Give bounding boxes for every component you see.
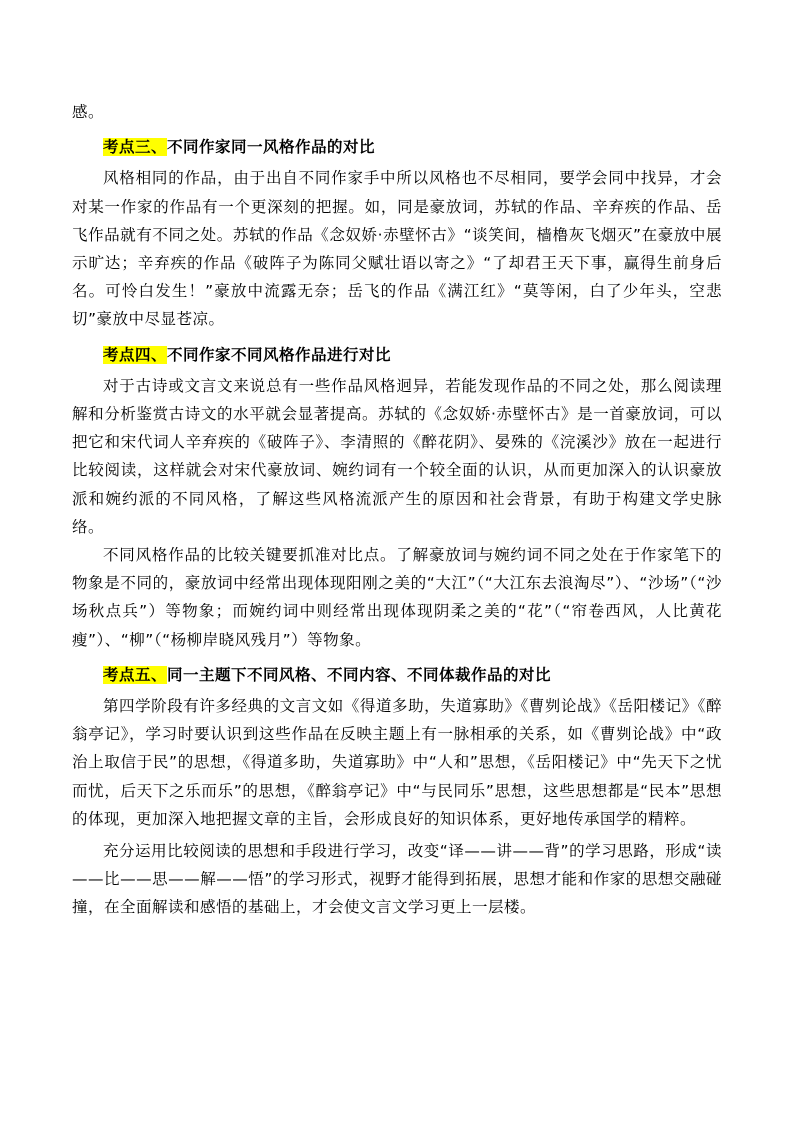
section-label-5: 考点五、	[103, 665, 168, 684]
section-title-4: 不同作家不同风格作品进行对比	[167, 345, 392, 364]
document-body	[72, 98, 722, 922]
section-heading-3	[72, 133, 722, 161]
section-3-paragraph-1: 风格相同的作品，由于出自不同作家手中所以风格也不尽相同，要学会同中找异，才会对某一作家的作品有一个更深刻的把握。如，同是豪放词，苏轼的作品、辛弃疾的作品、岳飞作品就有不同之处。苏轼的作品《念奴娇·赤壁怀古》“谈笑间，樯橹灰飞烟灭”在豪放中展示旷达；辛弃疾的作品《破阵子为陈同父赋壮语以寄之》“了却君王天下事，赢得生前身后名。可怜白发生！”豪放中流露无奈；岳飞的作品《满江红》“莫等闲，白了少年头，空悲切”豪放中尽显苍凉。	[72, 169, 722, 329]
section-4-paragraph-1: 对于古诗或文言文来说总有一些作品风格迥异，若能发现作品的不同之处，那么阅读理解和分析鉴赏古诗文的水平就会显著提高。苏轼的《念奴娇·赤壁怀古》是一首豪放词，可以把它和宋代词人辛弃疾的《破阵子》、李清照的《醉花阴》、晏殊的《浣溪沙》放在一起进行比较阅读，这样就会对宋代豪放词、婉约词有一个较全面的认识，从而更加深入的认识豪放派和婉约派的不同风格，了解这些风格流派产生的原因和社会背景，有助于构建文学史脉络。	[72, 376, 722, 536]
section-label-4: 考点四、	[103, 345, 168, 364]
section-heading-5	[72, 661, 722, 689]
section-5-paragraph-1: 第四学阶段有许多经典的文言文如《得道多助，失道寡助》《曹刿论战》《岳阳楼记》《醉翁亭记》，学习时要认识到这些作品在反映主题上有一脉相承的关系，如《曹刿论战》中“政治上取信于民”的思想，《得道多助，失道寡助》中“人和”思想，《岳阳楼记》中“先天下之忧而忧，后天下之乐而乐”的思想，《醉翁亭记》中“与民同乐”思想，这些思想都是“民本”思想的体现，更加深入地把握文章的主旨，会形成良好的知识体系，更好地传承国学的精粹。	[72, 697, 722, 828]
section-5-paragraph-2: 充分运用比较阅读的思想和手段进行学习，改变“译——讲——背”的学习思路，形成“读——比——思——解——悟”的学习形式，视野才能得到拓展，思想才能和作家的思想交融碰撞，在全面解读和感悟的基础上，才会使文言文学习更上一层楼。	[72, 842, 722, 917]
continuation-text: 感。	[72, 103, 105, 121]
section-title-3: 不同作家同一风格作品的对比	[167, 138, 376, 157]
section-heading-4	[72, 341, 722, 369]
section-title-5: 同一主题下不同风格、不同内容、不同体裁作品的对比	[167, 665, 552, 684]
section-label-3: 考点三、	[103, 138, 168, 157]
section-4-paragraph-2: 不同风格作品的比较关键要抓准对比点。了解豪放词与婉约词不同之处在于作家笔下的物象是不同的，豪放词中经常出现体现阳刚之美的“大江”（“大江东去浪淘尽”）、“沙场”（“沙场秋点兵”）等物象；而婉约词中则经常出现体现阴柔之美的“花”（“帘卷西风，人比黄花瘦”）、“柳”（“杨柳岸晓风残月”）等物象。	[72, 546, 722, 649]
